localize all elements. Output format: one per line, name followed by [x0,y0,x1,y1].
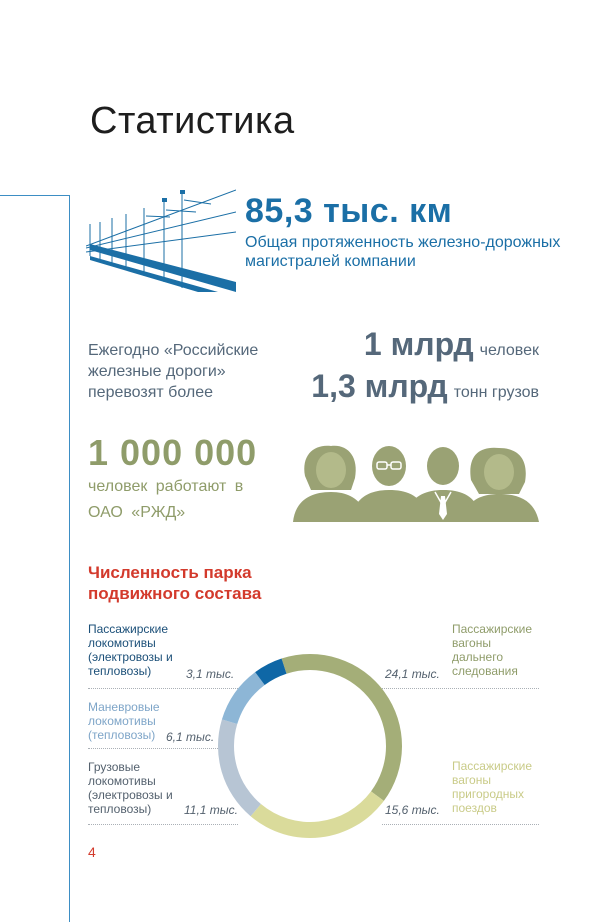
passengers-value: 1 млрд [363,326,474,362]
slice-long-distance-cars [282,654,402,801]
cargo-value: 1,3 млрд [311,368,448,404]
value-suburban-cars: 15,6 тыс. [385,803,440,817]
page-edge-line [0,195,70,922]
label-freight-locomotives: Грузовые локомотивы (электровозы и тепловозы) [88,760,173,816]
label-long-distance-cars: Пассажирские вагоны дальнего следования [452,622,533,678]
network-length-description: Общая протяженность железно-дорожных магистралей компании [245,234,561,270]
value-shunting-locomotives: 6,1 тыс. [166,730,215,744]
railway-icon [86,186,236,292]
transport-intro: Ежегодно «Российские железные дороги» перевозят более [88,342,259,401]
fleet-donut-chart [210,646,410,846]
passengers-stat [364,326,539,363]
divider-line [88,748,218,749]
fleet-section-title: Численность парка подвижного состава [88,563,262,603]
employees-description: человек работают в ОАО «РЖД» [88,478,244,521]
cargo-stat [311,368,539,405]
page-title: Статистика [90,100,295,142]
slice-freight-locomotives [218,719,261,816]
label-shunting-locomotives: Маневровые локомотивы (тепловозы) [88,700,160,742]
network-length-value: 85,3 тыс. км [245,192,453,230]
people-icon [293,440,539,522]
cargo-unit: тонн грузов [453,384,539,401]
value-freight-locomotives: 11,1 тыс. [184,803,238,817]
value-long-distance-cars: 24,1 тыс. [385,667,440,681]
slice-shunting-locomotives [222,672,265,724]
passengers-unit: человек [479,342,539,359]
label-passenger-locomotives: Пассажирские локомотивы (электровозы и тепловозы) [88,622,173,678]
slice-suburban-cars [251,791,384,838]
value-passenger-locomotives: 3,1 тыс. [186,667,235,681]
employees-value: 1 000 000 [88,432,258,473]
page-number: 4 [88,844,96,860]
label-suburban-cars: Пассажирские вагоны пригородных поездов [452,759,533,815]
